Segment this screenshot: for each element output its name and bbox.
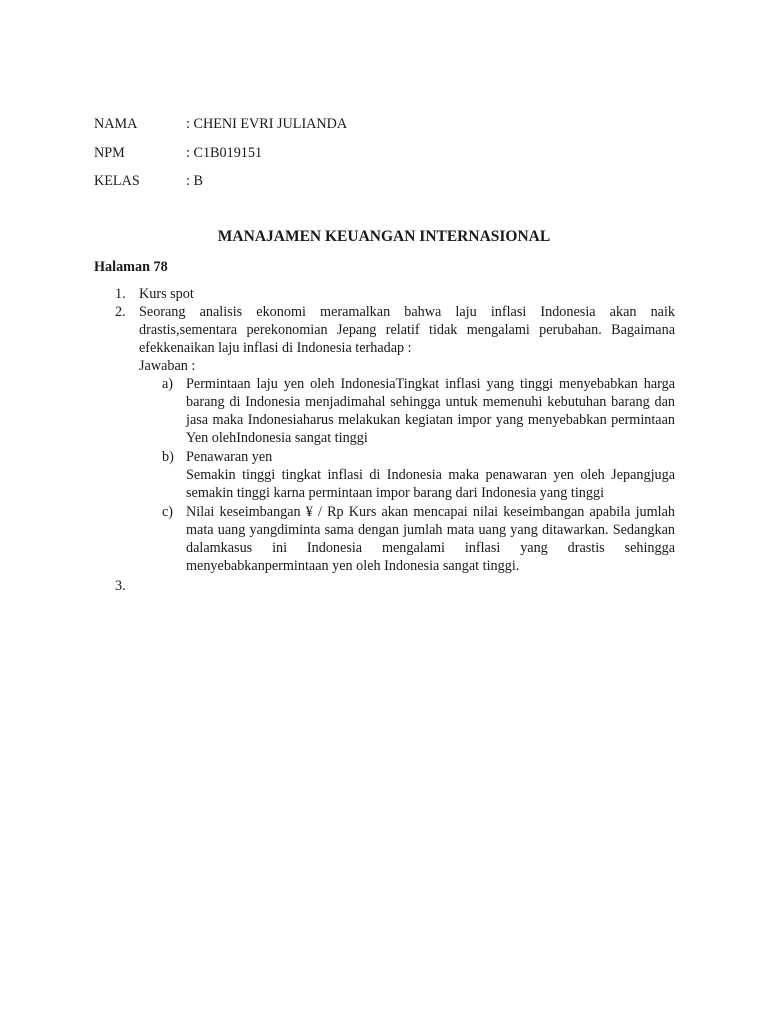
question-list bbox=[94, 285, 675, 595]
question-text: Seorang analisis ekonomi meramalkan bahwa laju inflasi Indonesia akan naik drastis,sementara perekonomian Jepang relatif tidak mengalami perubahan. Bagaimana efekkenaikan laju inflasi di Indonesia terhadap : bbox=[139, 304, 675, 356]
document-title: MANAJAMEN KEUANGAN INTERNASIONAL bbox=[217, 228, 551, 245]
section-heading: Halaman 78 bbox=[94, 259, 168, 275]
answer-item-text: Semakin tinggi tingkat inflasi di Indonesia maka penawaran yen oleh Jepangjuga semakin tinggi karna permintaan impor barang dari Indonesia yang tinggi bbox=[186, 467, 675, 501]
list-item bbox=[94, 303, 675, 575]
list-item bbox=[94, 577, 675, 595]
identity-label: NPM bbox=[94, 144, 125, 161]
identity-value: : C1B019151 bbox=[186, 144, 263, 161]
answer-item-text: Nilai keseimbangan ¥ / Rp Kurs akan mencapai nilai keseimbangan apabila jumlah mata uang yangdiminta sama dengan jumlah mata uang yang ditawarkan. Sedangkan dalamkasus ini Indonesia mengalami inflasi yang drastis sehingga menyebabkanpermintaan yen oleh Indonesia sangat tinggi. bbox=[186, 504, 675, 574]
answer-list bbox=[139, 375, 675, 575]
identity-value: : B bbox=[186, 173, 203, 189]
answer-item bbox=[139, 448, 675, 502]
list-item-text bbox=[139, 578, 143, 594]
answer-item-letter: b) bbox=[162, 449, 174, 465]
list-item-number: 1. bbox=[115, 286, 126, 302]
answer-item-letter: a) bbox=[162, 376, 174, 392]
list-item-text: Kurs spot bbox=[139, 286, 194, 302]
answer-item bbox=[139, 375, 675, 447]
list-item-number: 2. bbox=[115, 304, 126, 320]
list-item bbox=[94, 285, 675, 303]
answer-item-title: Penawaran yen bbox=[186, 449, 273, 465]
list-item-number: 3. bbox=[115, 578, 126, 594]
identity-value: : CHENI EVRI JULIANDA bbox=[186, 116, 348, 132]
identity-label: NAMA bbox=[94, 116, 138, 132]
answer-item bbox=[139, 503, 675, 575]
answer-item-letter: c) bbox=[162, 504, 174, 520]
answer-item-text: Permintaan laju yen oleh IndonesiaTingkat inflasi yang tinggi menyebabkan harga barang di Indonesia menjadimahal sehingga untuk memenuhi kebutuhan barang dan jasa maka Indonesiaharus melakukan kegiatan impor yang menyebabkan permintaan Yen olehIndonesia sangat tinggi bbox=[186, 376, 675, 446]
answer-label: Jawaban : bbox=[139, 358, 196, 374]
identity-label: KELAS bbox=[94, 173, 140, 189]
